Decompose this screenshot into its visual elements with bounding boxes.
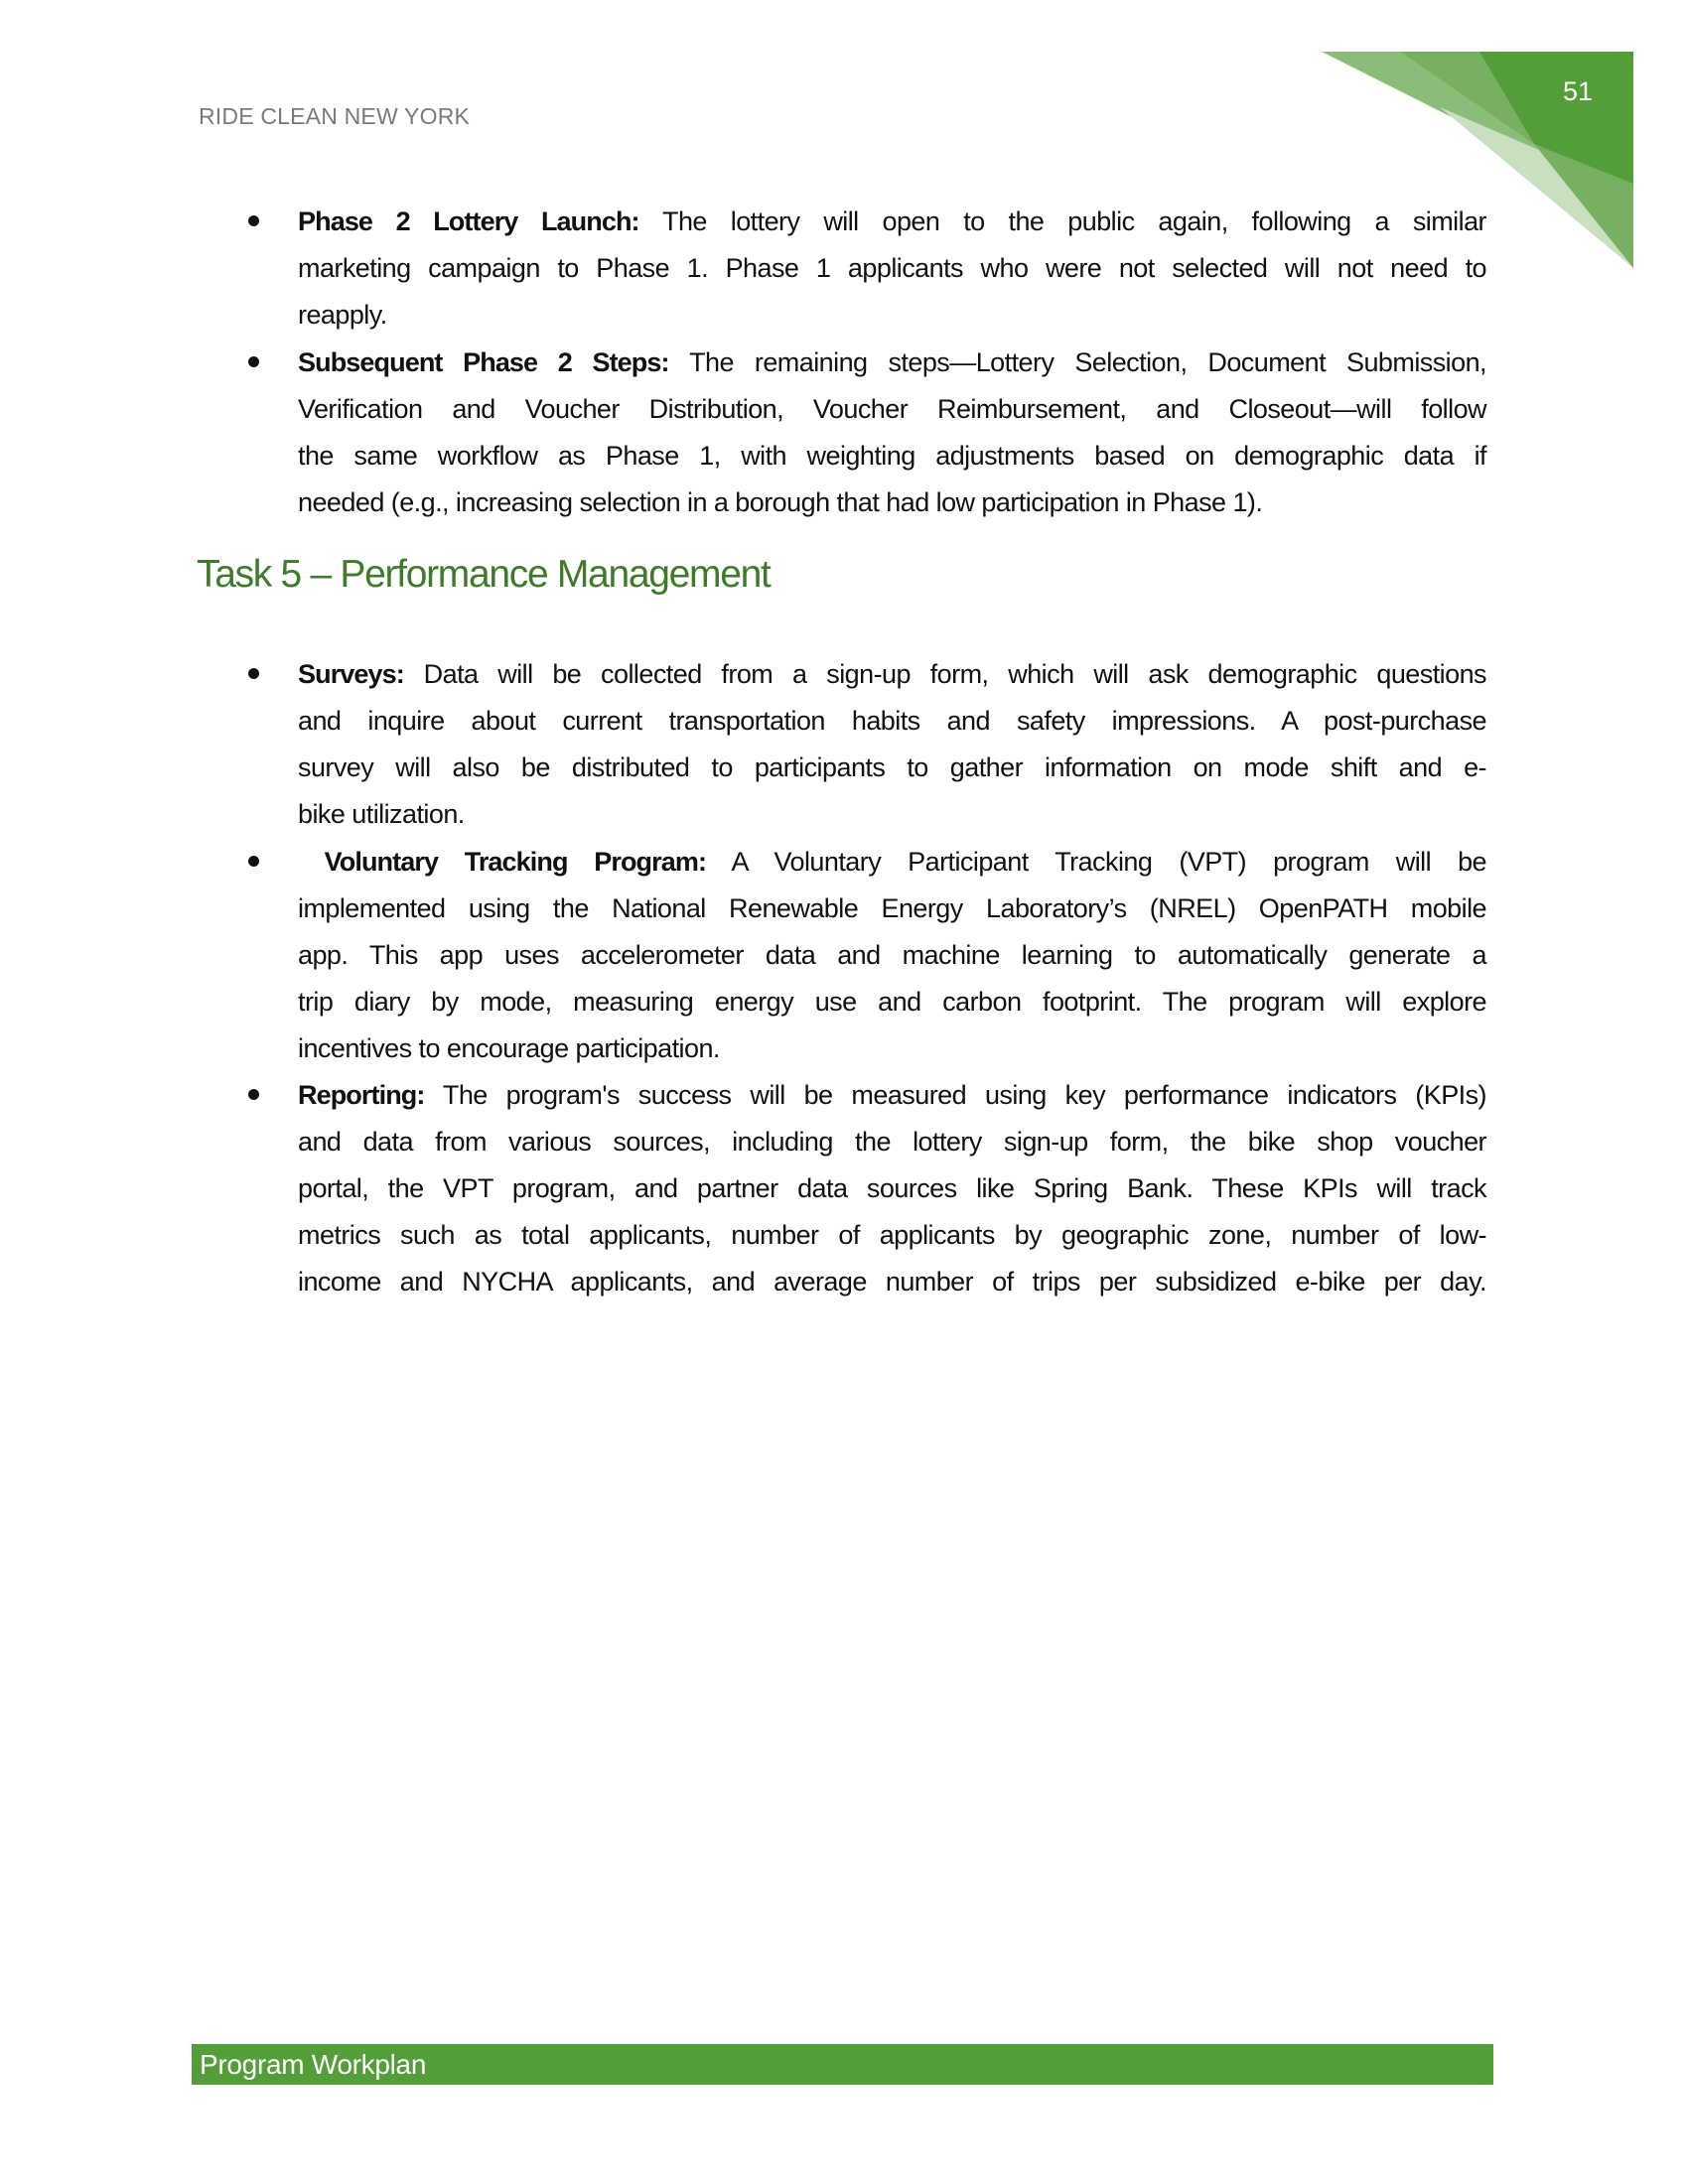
bullet-lead: Surveys: <box>298 659 404 689</box>
footer-section-label: Program Workplan <box>200 2049 427 2080</box>
bullet-line: implemented using the National Renewable Energy Laboratory’s (NREL) OpenPATH mobile <box>298 893 1486 923</box>
bullet-icon <box>248 856 259 867</box>
bullet-line: survey will also be distributed to participants to gather information on mode shift and e- <box>298 752 1486 782</box>
bullet-text: The lottery will open to the public again, following a similar <box>638 206 1486 236</box>
bullet-text: The program's success will be measured using key performance indicators (KPIs) <box>424 1080 1486 1110</box>
bullet-text: Data will be collected from a sign-up form, which will ask demographic questions <box>403 659 1486 689</box>
bullet-icon <box>248 215 259 226</box>
bullet-line: reapply. <box>298 300 387 330</box>
bullet-line <box>298 651 1486 697</box>
bullet-line: needed (e.g., increasing selection in a borough that had low participation in Phase 1). <box>298 487 1263 517</box>
bullet-line <box>298 340 1486 385</box>
bullet-line: income and NYCHA applicants, and average number of trips per subsidized e-bike per day. <box>298 1267 1486 1297</box>
bullet-text: The remaining steps—Lottery Selection, Document Submission, <box>668 347 1486 377</box>
bullet-line: bike utilization. <box>298 799 465 829</box>
bullet-lead: Voluntary Tracking Program: <box>298 847 707 877</box>
bullet-line: metrics such as total applicants, number of applicants by geographic zone, number of low- <box>298 1220 1486 1250</box>
section-heading: Task 5 – Performance Management <box>197 553 771 596</box>
bullet-line <box>298 839 1486 885</box>
running-header-title: RIDE CLEAN NEW YORK <box>199 103 471 129</box>
bullet-line: incentives to encourage participation. <box>298 1033 720 1063</box>
bullet-line: the same workflow as Phase 1, with weighting adjustments based on demographic data if <box>298 441 1486 471</box>
bullet-lead: Subsequent Phase 2 Steps: <box>298 347 669 377</box>
bullet-line: Verification and Voucher Distribution, Voucher Reimbursement, and Closeout—will follow <box>298 394 1486 424</box>
bullet-icon <box>248 1089 259 1100</box>
bullet-line: and inquire about current transportation habits and safety impressions. A post-purchase <box>298 706 1486 736</box>
bullet-line <box>298 1072 1486 1118</box>
bullet-line: marketing campaign to Phase 1. Phase 1 applicants who were not selected will not need to <box>298 253 1486 283</box>
bullet-icon <box>248 356 259 367</box>
bullet-icon <box>248 668 259 679</box>
bullet-line: portal, the VPT program, and partner data sources like Spring Bank. These KPIs will track <box>298 1173 1486 1203</box>
bullet-text: A Voluntary Participant Tracking (VPT) program will be <box>706 847 1486 877</box>
bullet-line: app. This app uses accelerometer data and machine learning to automatically generate a <box>298 940 1486 970</box>
bullet-line <box>298 199 1486 244</box>
page-number: 51 <box>1563 76 1594 106</box>
bullet-line: trip diary by mode, measuring energy use and carbon footprint. The program will explore <box>298 987 1486 1017</box>
bullet-line: and data from various sources, including the lottery sign-up form, the bike shop voucher <box>298 1127 1486 1157</box>
bullet-lead: Reporting: <box>298 1080 425 1110</box>
footer-bar <box>192 2044 1493 2085</box>
bullet-lead: Phase 2 Lottery Launch: <box>298 206 639 236</box>
